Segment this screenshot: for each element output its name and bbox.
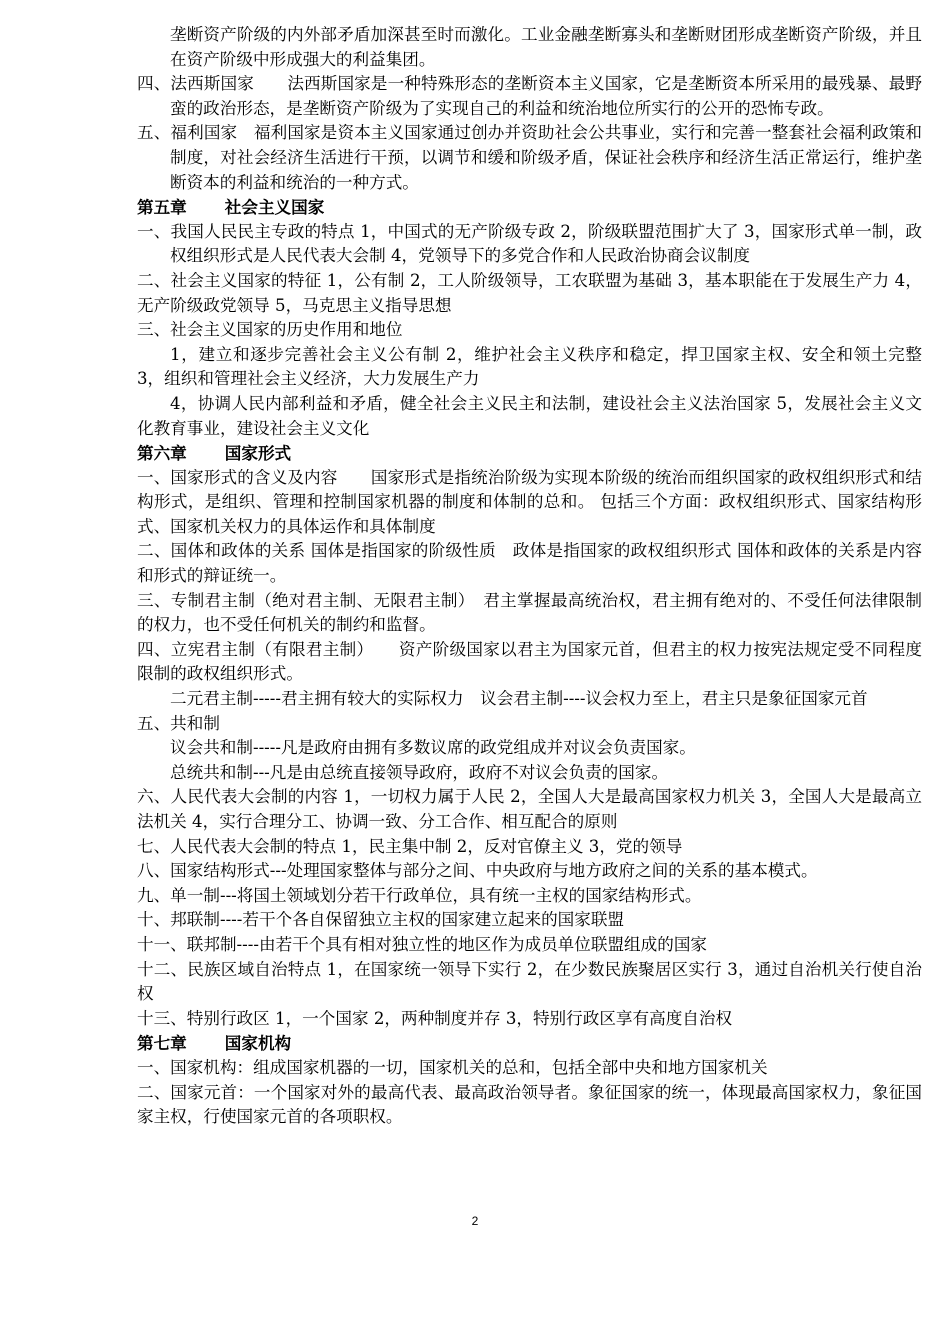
paragraph: 四、法西斯国家 法西斯国家是一种特殊形态的垄断资本主义国家，它是垄断资本所采用的最残暴、最野蛮的政治形态，是垄断资产阶级为了实现自己的利益和统治地位所实行的公开的恐怖专政。 — [137, 74, 922, 118]
paragraph: 1，建立和逐步完善社会主义公有制 2，维护社会主义秩序和稳定，捍卫国家主权、安全和领土完整 3，组织和管理社会主义经济，大力发展生产力 — [137, 344, 922, 389]
paragraph: 二、社会主义国家的特征 1，公有制 2，工人阶级领导，工农联盟为基础 3，基本职能在于发展生产力 4，无产阶级政党领导 5，马克思主义指导思想 — [137, 270, 922, 315]
paragraph: 七、人民代表大会制的特点 1，民主集中制 2，反对官僚主义 3，党的领导 — [137, 836, 683, 856]
paragraph: 十二、民族区域自治特点 1，在国家统一领导下实行 2，在少数民族聚居区实行 3，通过自治机关行使自治权 — [137, 959, 922, 1004]
chapter-number: 第五章 — [137, 197, 187, 218]
chapter-title: 国家形式 — [224, 443, 292, 464]
paragraph: 三、社会主义国家的历史作用和地位 — [137, 320, 403, 340]
chapter-heading — [137, 441, 922, 466]
paragraph: 二元君主制-----君主拥有较大的实际权力 议会君主制----议会权力至上，君主只是象征国家元首 — [170, 689, 868, 709]
paragraph: 五、福利国家 福利国家是资本主义国家通过创办并资助社会公共事业，实行和完善一整套社会福利政策和制度，对社会经济生活进行干预，以调节和缓和阶级矛盾，保证社会秩序和经济生活正常运行，维护垄断资本的利益和统治的一种方式。 — [137, 123, 922, 192]
document-body — [137, 23, 922, 1130]
chapter-number: 第七章 — [137, 1033, 187, 1054]
paragraph: 一、国家机构：组成国家机器的一切，国家机关的总和，包括全部中央和地方国家机关 — [137, 1057, 768, 1077]
chapter-heading — [137, 195, 922, 220]
paragraph: 八、国家结构形式---处理国家整体与部分之间、中央政府与地方政府之间的关系的基本模式。 — [137, 861, 818, 881]
paragraph: 垄断资产阶级的内外部矛盾加深甚至时而激化。工业金融垄断寡头和垄断财团形成垄断资产阶级，并且在资产阶级中形成强大的利益集团。 — [170, 25, 922, 69]
paragraph: 十一、联邦制----由若干个具有相对独立性的地区作为成员单位联盟组成的国家 — [137, 934, 708, 954]
paragraph: 三、专制君主制（绝对君主制、无限君主制） 君主掌握最高统治权，君主拥有绝对的、不受任何法律限制的权力，也不受任何机关的制约和监督。 — [137, 590, 922, 635]
paragraph: 4，协调人民内部利益和矛盾，健全社会主义民主和法制，建设社会主义法治国家 5，发展社会主义文化教育事业，建设社会主义文化 — [137, 393, 922, 438]
chapter-number: 第六章 — [137, 443, 187, 464]
paragraph: 总统共和制---凡是由总统直接领导政府，政府不对议会负责的国家。 — [170, 762, 669, 782]
paragraph: 一、我国人民民主专政的特点 1，中国式的无产阶级专政 2，阶级联盟范围扩大了 3，国家形式单一制，政权组织形式是人民代表大会制 4，党领导下的多党合作和人民政治协商会议制度 — [137, 221, 922, 266]
paragraph: 议会共和制-----凡是政府由拥有多数议席的政党组成并对议会负责国家。 — [170, 738, 696, 758]
paragraph: 五、共和制 — [137, 713, 220, 733]
paragraph: 六、人民代表大会制的内容 1，一切权力属于人民 2，全国人大是最高国家权力机关 3，全国人大是最高立法机关 4，实行合理分工、协调一致、分工合作、相互配合的原则 — [137, 787, 922, 831]
paragraph: 二、国体和政体的关系 国体是指国家的阶级性质 政体是指国家的政权组织形式 国体和政体的关系是内容和形式的辩证统一。 — [137, 541, 922, 586]
paragraph: 二、国家元首：一个国家对外的最高代表、最高政治领导者。象征国家的统一，体现最高国家权力，象征国家主权，行使国家元首的各项职权。 — [137, 1082, 922, 1127]
paragraph: 四、立宪君主制（有限君主制） 资产阶级国家以君主为国家元首，但君主的权力按宪法规定受不同程度限制的政权组织形式。 — [137, 639, 922, 684]
paragraph: 一、国家形式的含义及内容 国家形式是指统治阶级为实现本阶级的统治而组织国家的政权组织形式和结构形式，是组织、管理和控制国家机器的制度和体制的总和。 包括三个方面：政权组织形式、国家结构形式、国家机关权力的具体运作和具体制度 — [137, 467, 922, 536]
paragraph: 九、单一制---将国土领域划分若干行政单位，具有统一主权的国家结构形式。 — [137, 885, 702, 905]
chapter-title: 社会主义国家 — [224, 197, 325, 218]
page-number: 2 — [471, 1214, 479, 1228]
paragraph: 十三、特别行政区 1，一个国家 2，两种制度并存 3，特别行政区享有高度自治权 — [137, 1008, 733, 1028]
paragraph: 十、邦联制----若干个各自保留独立主权的国家建立起来的国家联盟 — [137, 910, 625, 930]
chapter-heading — [137, 1031, 922, 1056]
chapter-title: 国家机构 — [224, 1033, 292, 1054]
